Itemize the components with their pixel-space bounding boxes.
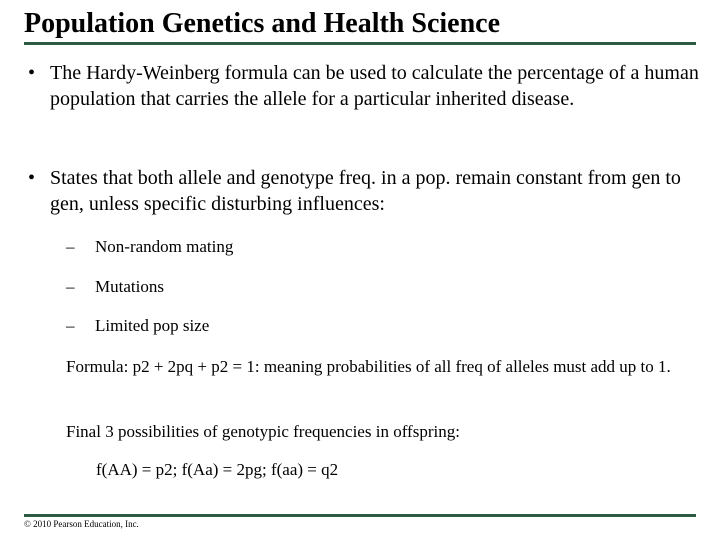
bullet-text: The Hardy-Weinberg formula can be used to calculate the percentage of a human population that carries the allele for a particular inherited disease. — [50, 62, 699, 110]
bullet-icon: • — [28, 62, 36, 84]
dash-icon: – — [66, 277, 75, 296]
dash-icon: – — [66, 237, 75, 256]
sub-item-text: Non-random mating — [95, 237, 234, 256]
title-divider — [24, 42, 696, 45]
bullet-icon: • — [28, 167, 36, 189]
slide-title: Population Genetics and Health Science — [24, 8, 500, 39]
copyright-footer: © 2010 Pearson Education, Inc. — [24, 519, 139, 529]
genotype-formula: f(AA) = p2; f(Aa) = 2pg; f(aa) = q2 — [96, 460, 339, 479]
sub-item-text: Mutations — [95, 277, 164, 296]
bullet-item — [24, 165, 696, 219]
footer-divider — [24, 514, 696, 517]
bullet-text: States that both allele and genotype freq. in a pop. remain constant from gen to gen, unless specific disturbing influences: — [50, 167, 681, 215]
genotype-note: Final 3 possibilities of genotypic frequencies in offspring: — [66, 422, 460, 441]
bullet-item — [24, 60, 699, 140]
sub-item-text: Limited pop size — [95, 316, 210, 335]
formula-note: Formula: p2 + 2pq + p2 = 1: meaning probabilities of all freq of alleles must add up to 1. — [66, 357, 671, 376]
dash-icon: – — [66, 316, 75, 335]
